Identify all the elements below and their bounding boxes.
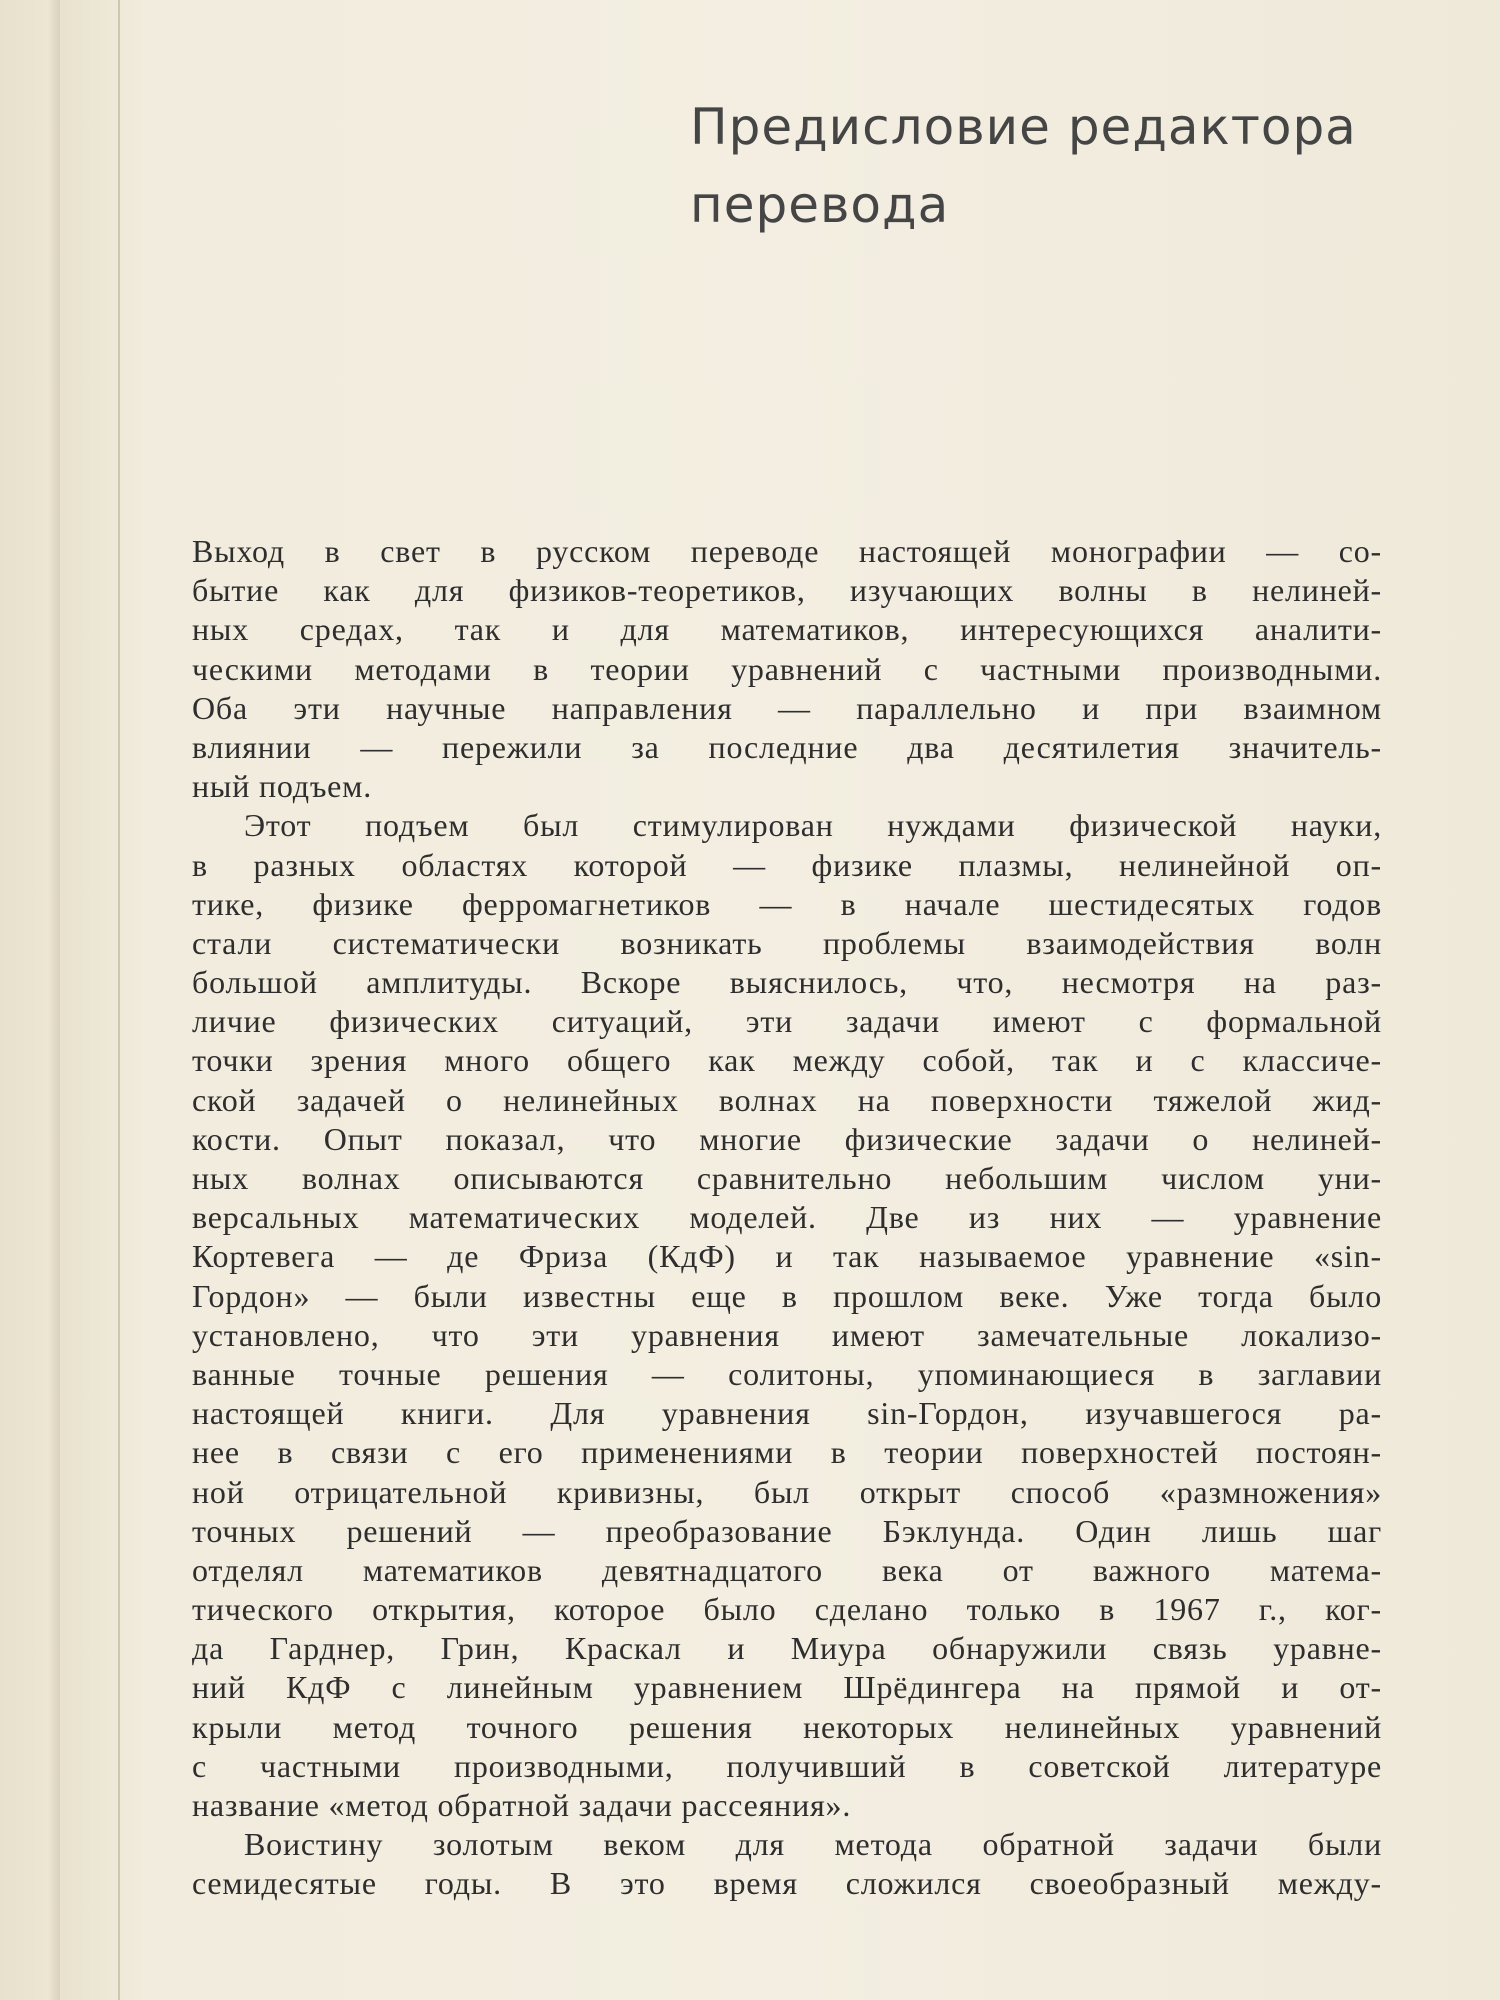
- chapter-title-line-1: Предисловие редактора: [690, 98, 1357, 156]
- text-line: стали систематически возникать проблемы взаимодействия волн: [192, 924, 1382, 961]
- text-line: ний КдФ с линейным уравнением Шрёдингера на прямой и от-: [192, 1669, 1382, 1706]
- text-line: точки зрения много общего как между собой, так и с классиче-: [192, 1042, 1382, 1079]
- text-line: Оба эти научные направления — параллельно и при взаимном: [192, 689, 1382, 726]
- text-line: настоящей книги. Для уравнения sin-Гордон, изучавшегося ра-: [192, 1395, 1382, 1432]
- text-line: с частными производными, получивший в советской литературе: [192, 1747, 1382, 1784]
- text-line: Этот подъем был стимулирован нуждами физической науки,: [244, 807, 1382, 844]
- text-line: тике, физике ферромагнетиков — в начале шестидесятых годов: [192, 885, 1382, 922]
- text-line: точных решений — преобразование Бэклунда. Один лишь шаг: [192, 1512, 1382, 1549]
- text-line: Воистину золотым веком для метода обратной задачи были: [244, 1826, 1382, 1863]
- paragraph: [192, 806, 1382, 1825]
- text-line: да Гарднер, Грин, Краскал и Миура обнаружили связь уравне-: [192, 1630, 1382, 1667]
- book-gutter: [0, 0, 60, 2000]
- text-line: ской задачей о нелинейных волнах на поверхности тяжелой жид-: [192, 1081, 1382, 1118]
- text-line: ванные точные решения — солитоны, упоминающиеся в заглавии: [192, 1355, 1382, 1392]
- text-line: ных волнах описываются сравнительно небольшим числом уни-: [192, 1160, 1382, 1196]
- text-line: название «метод обратной задачи рассеяния».: [192, 1787, 852, 1823]
- paragraph: [192, 532, 1382, 806]
- chapter-title-line-2: перевода: [690, 176, 950, 234]
- text-line: установлено, что эти уравнения имеют замечательные локализо-: [192, 1316, 1382, 1353]
- body-text: [192, 532, 1382, 1904]
- text-line: тического открытия, которое было сделано только в 1967 г., ког-: [192, 1591, 1382, 1628]
- text-line: большой амплитуды. Вскоре выяснилось, что, несмотря на раз-: [192, 964, 1382, 1001]
- text-line: Выход в свет в русском переводе настоящей монографии — со-: [192, 533, 1382, 569]
- text-line: кости. Опыт показал, что многие физические задачи о нелиней-: [192, 1120, 1382, 1157]
- text-line: крыли метод точного решения некоторых нелинейных уравнений: [192, 1708, 1382, 1745]
- text-line: ной отрицательной кривизны, был открыт способ «размножения»: [192, 1473, 1382, 1510]
- text-line: влиянии — пережили за последние два десятилетия значитель-: [192, 728, 1382, 765]
- paragraph: [192, 1825, 1382, 1903]
- text-line: отделял математиков девятнадцатого века от важного матема-: [192, 1551, 1382, 1588]
- text-line: личие физических ситуаций, эти задачи имеют с формальной: [192, 1003, 1382, 1040]
- text-line: Гордон» — были известны еще в прошлом веке. Уже тогда было: [192, 1277, 1382, 1314]
- text-line: ных средах, так и для математиков, интересующихся аналити-: [192, 611, 1382, 648]
- chapter-title: [690, 88, 1410, 244]
- text-line: Кортевега — де Фриза (КдФ) и так называемое уравнение «sin-: [192, 1238, 1382, 1275]
- text-line: в разных областях которой — физике плазмы, нелинейной оп-: [192, 846, 1382, 883]
- text-line: ный подъем.: [192, 768, 373, 805]
- text-line: бытие как для физиков-теоретиков, изучающих волны в нелиней-: [192, 572, 1382, 609]
- page-edge: [118, 0, 120, 2000]
- text-line: ческими методами в теории уравнений с частными производными.: [192, 650, 1382, 687]
- text-line: нее в связи с его применениями в теории поверхностей постоян-: [192, 1434, 1382, 1471]
- text-line: семидесятые годы. В это время сложился своеобразный между-: [192, 1865, 1382, 1902]
- text-line: версальных математических моделей. Две из них — уравнение: [192, 1199, 1382, 1236]
